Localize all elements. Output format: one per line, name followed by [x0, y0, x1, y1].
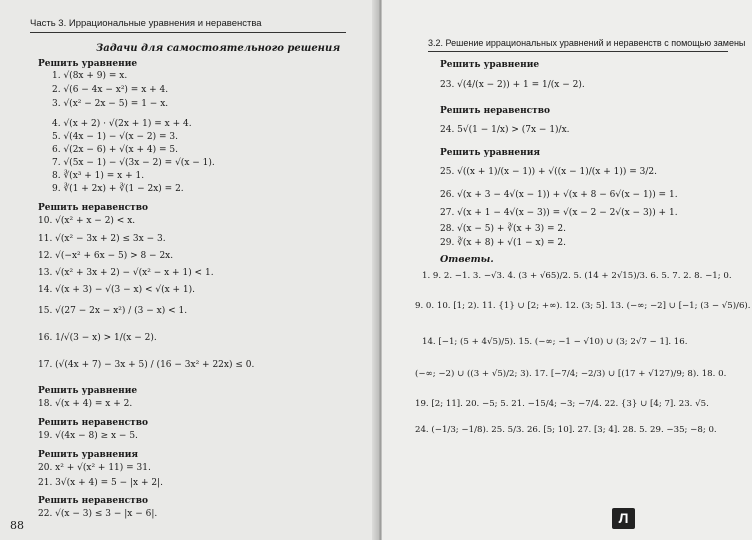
publisher-logo: Л — [612, 508, 635, 529]
problem-item: 9. ∛(1 + 2x) + ∛(1 − 2x) = 2. — [52, 184, 184, 194]
problem-item: 20. x² + √(x² + 11) = 31. — [38, 463, 151, 473]
problem-item: 2. √(6 − 4x − x²) = x + 4. — [52, 85, 169, 95]
problem-item: 24. 5√(1 − 1/x) > (7x − 1)/x. — [440, 125, 570, 135]
problem-item: 17. (√(4x + 7) − 3x + 5) / (16 − 3x² + 22x) ≤ 0. — [38, 360, 255, 370]
problem-item: 13. √(x² + 3x + 2) − √(x² − x + 1) < 1. — [38, 268, 214, 278]
problem-item: 4. √(x + 2) · √(2x + 1) = x + 4. — [52, 119, 192, 129]
right-page-header: 3.2. Решение иррациональных уравнений и неравенств с помощью замены — [428, 38, 746, 48]
problem-item: 3. √(x² − 2x − 5) = 1 − x. — [52, 99, 169, 109]
right-header-rule — [428, 51, 728, 52]
problem-item: 6. √(2x − 6) + √(x + 4) = 5. — [52, 145, 178, 155]
problem-item: 19. √(4x − 8) ≥ x − 5. — [38, 431, 138, 441]
page-number: 88 — [10, 519, 24, 532]
group-heading: Решить неравенство — [38, 496, 148, 506]
problem-item: 29. ∛(x + 8) + √(1 − x) = 2. — [440, 238, 566, 248]
problem-item: 7. √(5x − 1) − √(3x − 2) = √(x − 1). — [52, 158, 215, 168]
group-heading: Решить уравнение — [440, 60, 540, 70]
problem-item: 1. √(8x + 9) = x. — [52, 71, 128, 81]
group-heading: Решить уравнения — [440, 148, 541, 158]
problem-item: 15. √(27 − 2x − x²) / (3 − x) < 1. — [38, 306, 188, 316]
group-heading: Решить уравнение — [38, 59, 138, 69]
problem-item: 18. √(x + 4) = x + 2. — [38, 399, 133, 409]
answer-line: 1. 9. 2. −1. 3. −√3. 4. (3 + √65)/2. 5. (14 + 2√15)/3. 6. 5. 7. 2. 8. −1; 0. — [422, 271, 732, 281]
group-heading: Решить уравнения — [38, 450, 139, 460]
problem-item: 14. √(x + 3) − √(3 − x) < √(x + 1). — [38, 285, 196, 295]
section-title: Задачи для самостоятельного решения — [96, 43, 341, 54]
group-heading: Решить неравенство — [38, 203, 148, 213]
problem-item: 23. √(4/(x − 2)) + 1 = 1/(x − 2). — [440, 80, 585, 90]
left-header-rule — [30, 32, 346, 33]
problem-item: 5. √(4x − 1) − √(x − 2) = 3. — [52, 132, 178, 142]
answer-line: 19. [2; 11]. 20. −5; 5. 21. −15/4; −3; −7/4. 22. {3} ∪ [4; 7]. 23. √5. — [415, 399, 709, 409]
left-page-header: Часть 3. Иррациональные уравнения и неравенства — [30, 18, 262, 29]
problem-item: 22. √(x − 3) ≤ 3 − |x − 6|. — [38, 509, 158, 519]
group-heading: Решить неравенство — [38, 418, 148, 428]
problem-item: 28. √(x − 5) + ∛(x + 3) = 2. — [440, 224, 566, 234]
problem-item: 27. √(x + 1 − 4√(x − 3)) = √(x − 2 − 2√(x − 3)) + 1. — [440, 208, 678, 218]
problem-item: 21. 3√(x + 4) = 5 − |x + 2|. — [38, 478, 163, 488]
answer-line: 9. 0. 10. [1; 2). 11. {1} ∪ [2; +∞). 12. (3; 5]. 13. (−∞; −2] ∪ [−1; (3 − √5)/6). — [415, 301, 751, 311]
problem-item: 11. √(x² − 3x + 2) ≤ 3x − 3. — [38, 234, 166, 244]
problem-item: 12. √(−x² + 6x − 5) > 8 − 2x. — [38, 251, 174, 261]
group-heading: Решить уравнение — [38, 386, 138, 396]
problem-item: 26. √(x + 3 − 4√(x − 1)) + √(x + 8 − 6√(x − 1)) = 1. — [440, 190, 678, 200]
answer-line: 14. [−1; (5 + 4√5)/5). 15. (−∞; −1 − √10) ∪ (3; 2√7 − 1]. 16. — [422, 337, 688, 347]
problem-item: 8. ∛(x³ + 1) = x + 1. — [52, 171, 145, 181]
answer-line: 24. (−1/3; −1/8). 25. 5/3. 26. [5; 10]. 27. [3; 4]. 28. 5. 29. −35; −8; 0. — [415, 425, 717, 435]
answers-label: Ответы. — [440, 254, 494, 265]
group-heading: Решить неравенство — [440, 106, 550, 116]
problem-item: 25. √((x + 1)/(x − 1)) + √((x − 1)/(x + 1)) = 3/2. — [440, 167, 657, 177]
problem-item: 10. √(x² + x − 2) < x. — [38, 216, 136, 226]
answer-line: (−∞; −2) ∪ ((3 + √5)/2; 3). 17. [−7/4; −2/3) ∪ [(17 + √127)/9; 8). 18. 0. — [415, 369, 727, 379]
right-page — [382, 0, 752, 540]
problem-item: 16. 1/√(3 − x) > 1/(x − 2). — [38, 333, 157, 343]
